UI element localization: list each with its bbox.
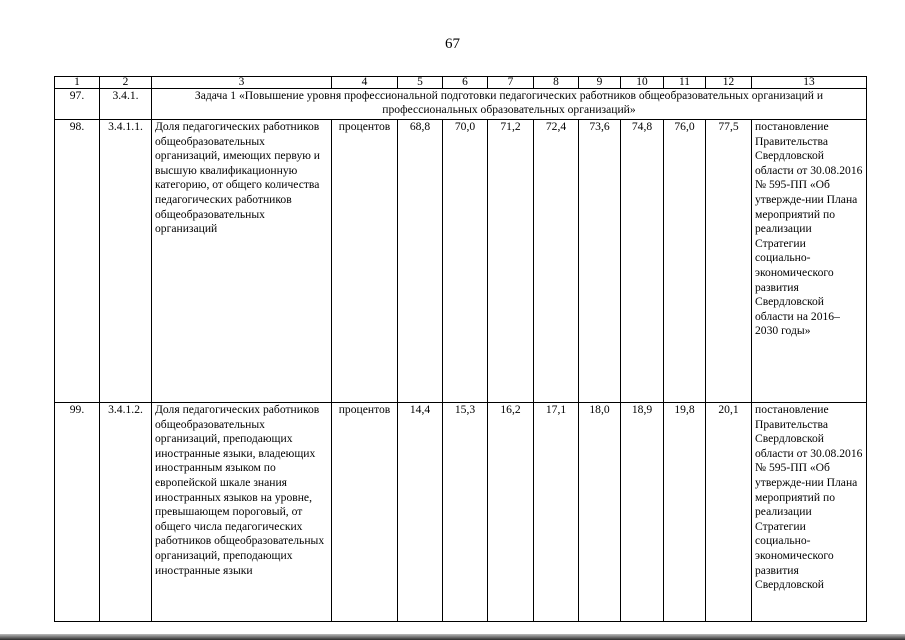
value-cell: 20,1: [706, 403, 752, 622]
header-cell: 3: [152, 77, 332, 89]
row-code: 3.4.1.: [100, 89, 152, 120]
header-cell: 4: [332, 77, 398, 89]
header-cell: 1: [55, 77, 100, 89]
row-code: 3.4.1.2.: [100, 403, 152, 622]
value-cell: 68,8: [398, 120, 443, 403]
header-cell: 8: [534, 77, 579, 89]
table-row: [55, 403, 867, 622]
unit-cell: процентов: [332, 403, 398, 622]
scan-edge: [0, 634, 905, 640]
indicator-name: Доля педагогических работников общеобразовательных организаций, имеющих первую и высшую квалификационную категорию, от общего количества педагогических работников общеобразовательных организаций: [152, 120, 332, 403]
task-row: [55, 89, 867, 120]
row-number: 99.: [55, 403, 100, 622]
header-row: [55, 77, 867, 89]
value-cell: 15,3: [443, 403, 488, 622]
header-cell: 12: [706, 77, 752, 89]
value-cell: 19,8: [664, 403, 706, 622]
header-cell: 9: [579, 77, 621, 89]
indicator-name: Доля педагогических работников общеобразовательных организаций, преподающих иностранные языки, владеющих иностранным языком по европейской шкале знания иностранных языков на уровне, превышающем пороговый, от общего числа педагогических работников общеобразовательных организаций, преподающих иностранные языки: [152, 403, 332, 622]
value-cell: 18,0: [579, 403, 621, 622]
table-row: [55, 120, 867, 403]
row-number: 98.: [55, 120, 100, 403]
source-document: постановление Правительства Свердловской области от 30.08.2016 № 595-ПП «Об утвержде-нии Плана мероприятий по реализации Стратегии социально-экономического развития Свердловской: [752, 403, 867, 622]
value-cell: 72,4: [534, 120, 579, 403]
value-cell: 70,0: [443, 120, 488, 403]
header-cell: 10: [621, 77, 664, 89]
header-cell: 2: [100, 77, 152, 89]
value-cell: 77,5: [706, 120, 752, 403]
unit-cell: процентов: [332, 120, 398, 403]
row-number: 97.: [55, 89, 100, 120]
value-cell: 76,0: [664, 120, 706, 403]
value-cell: 16,2: [488, 403, 534, 622]
value-cell: 74,8: [621, 120, 664, 403]
header-cell: 11: [664, 77, 706, 89]
header-cell: 5: [398, 77, 443, 89]
value-cell: 71,2: [488, 120, 534, 403]
value-cell: 17,1: [534, 403, 579, 622]
header-cell: 7: [488, 77, 534, 89]
indicators-table: [54, 76, 867, 622]
value-cell: 18,9: [621, 403, 664, 622]
source-document: постановление Правительства Свердловской области от 30.08.2016 № 595-ПП «Об утвержде-нии Плана мероприятий по реализации Стратегии социально-экономического развития Свердловской области на 2016–2030 годы»: [752, 120, 867, 403]
value-cell: 73,6: [579, 120, 621, 403]
page-number: 67: [445, 36, 460, 52]
row-code: 3.4.1.1.: [100, 120, 152, 403]
task-title: Задача 1 «Повышение уровня профессиональной подготовки педагогических работников общеобразовательных организаций и профессиональных образовательных организаций»: [152, 89, 867, 120]
header-cell: 13: [752, 77, 867, 89]
header-cell: 6: [443, 77, 488, 89]
value-cell: 14,4: [398, 403, 443, 622]
